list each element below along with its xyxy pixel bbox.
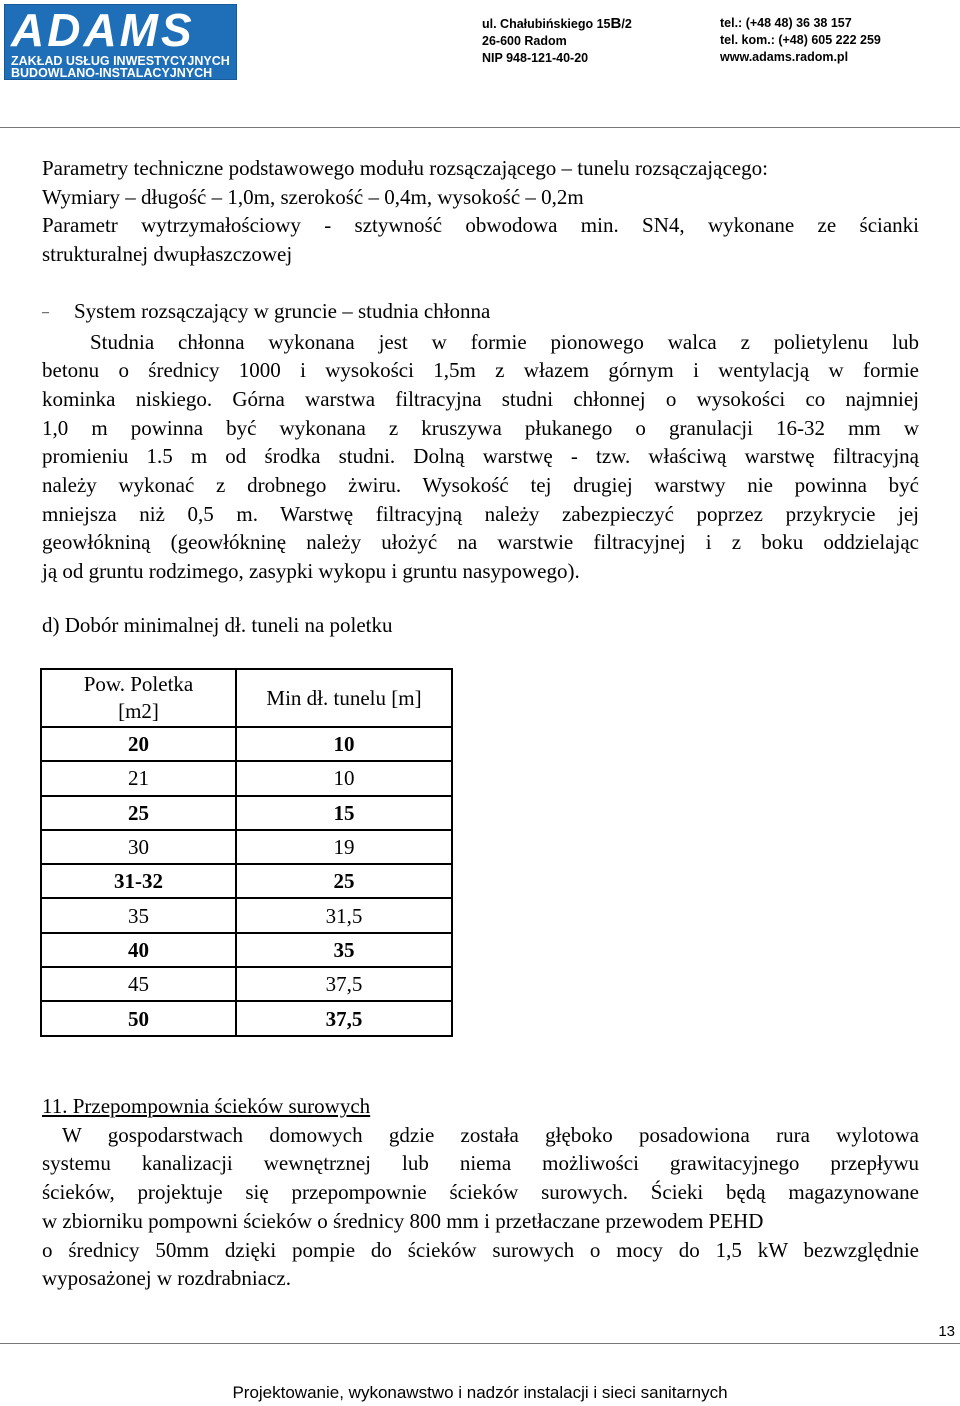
cell-length: 35 — [236, 933, 452, 967]
paragraph-line: 1,0 m powinna być wykonana z kruszywa płukanego o granulacji 16-32 mm w — [42, 415, 919, 440]
company-logo — [4, 4, 237, 80]
contact-phone: tel.: (+48 48) 36 38 157 — [720, 16, 852, 30]
paragraph-line: wyposażonej w rozdrabniacz. — [42, 1266, 291, 1291]
table-row — [41, 727, 452, 761]
cell-area: 35 — [41, 898, 236, 932]
logo-subtitle-line2: BUDOWLANO-INSTALACYJNYCH — [11, 66, 213, 80]
address-nip: NIP 948-121-40-20 — [482, 51, 589, 65]
cell-length: 25 — [236, 864, 452, 898]
logo-word: ADAMS — [11, 4, 195, 56]
paragraph-line: betonu o średnicy 1000 i wysokości 1,5m z włazem górnym i wentylacją w formie — [42, 358, 919, 383]
paragraph-line: strukturalnej dwupłaszczowej — [42, 242, 293, 267]
paragraph-line: promieniu 1.5 m od środka studni. Dolną warstwę - tzw. właściwą warstwę filtracyjną — [42, 444, 919, 469]
paragraph-line: mniejsza niż 0,5 m. Warstwę filtracyjną należy zabezpieczyć poprzez przykrycie jej — [42, 501, 919, 526]
cell-area: 45 — [41, 967, 236, 1001]
list-dash: – — [42, 304, 49, 320]
table-row — [41, 864, 452, 898]
table-row — [41, 1001, 452, 1035]
paragraph-line: w zbiorniku pompowni ścieków o średnicy 800 mm i przetłaczane przewodem PEHD — [42, 1208, 764, 1233]
cell-area: 30 — [41, 830, 236, 864]
paragraph-line: Parametr wytrzymałościowy - sztywność obwodowa min. SN4, wykonane ze ścianki — [42, 213, 919, 238]
paragraph-line: kominka niskiego. Górna warstwa filtracyjna studni chłonnej o wysokości co najmniej — [42, 386, 919, 411]
cell-length: 10 — [236, 761, 452, 795]
table-row — [41, 796, 452, 830]
table-row — [41, 967, 452, 1001]
paragraph-line: ją od gruntu rodzimego, zasypki wykopu i gruntu nasypowego). — [42, 559, 580, 584]
paragraph-line: Parametry techniczne podstawowego modułu rozsączającego – tunelu rozsączającego: — [42, 156, 768, 180]
pumping-station-section — [42, 1092, 919, 1293]
header-divider — [0, 127, 960, 128]
cell-length: 19 — [236, 830, 452, 864]
table-row — [41, 830, 452, 864]
paragraph-line: należy wykonać z drobnego żwiru. Wysokość tej drugiej warstwy nie powinna być — [42, 473, 919, 498]
cell-area: 25 — [41, 796, 236, 830]
column-header-length: Min dł. tunelu [m] — [236, 669, 452, 727]
paragraph-line: geowłókniną (geowłókninę należy ułożyć na warstwie filtracyjnej i z boku oddzielając — [42, 530, 919, 555]
cell-length: 37,5 — [236, 1001, 452, 1035]
cell-area: 31-32 — [41, 864, 236, 898]
header-address — [482, 15, 632, 67]
cell-length: 10 — [236, 727, 452, 761]
column-header-area: Pow. Poletka [m2] — [41, 669, 236, 727]
section-heading: 11. Przepompownia ścieków surowych — [42, 1094, 371, 1118]
paragraph-line: W gospodarstwach domowych gdzie została głęboko posadowiona rura wylotowa — [62, 1122, 919, 1147]
cell-length: 31,5 — [236, 898, 452, 932]
cell-length: 37,5 — [236, 967, 452, 1001]
paragraph-line: systemu kanalizacji wewnętrznej lub niema możliwości grawitacyjnego przepływu — [42, 1151, 919, 1176]
address-city: 26-600 Radom — [482, 34, 567, 48]
table-header-row — [41, 669, 452, 727]
section-heading: d) Dobór minimalnej dł. tuneli na poletku — [42, 613, 393, 637]
logo-subtitle-line1: ZAKŁAD USŁUG INWESTYCYJNYCH — [11, 54, 230, 68]
paragraph-line: Studnia chłonna wykonana jest w formie pionowego walca z polietylenu lub — [90, 329, 919, 354]
cell-length: 15 — [236, 796, 452, 830]
soakaway-section — [42, 297, 919, 586]
tunnel-length-table — [40, 668, 453, 1037]
page-number: 13 — [938, 1323, 955, 1340]
section-heading: – System rozsączający w gruncie – studnia chłonna — [42, 297, 919, 328]
tunnel-parameters — [42, 154, 919, 269]
table-row — [41, 761, 452, 795]
contact-website-link[interactable]: www.adams.radom.pl — [720, 50, 849, 64]
footer-divider — [0, 1343, 960, 1344]
section-d — [42, 611, 919, 640]
table-row — [41, 933, 452, 967]
paragraph-line: o średnicy 50mm dzięki pompie do ścieków surowych o mocy do 1,5 kW bezwzględnie — [42, 1237, 919, 1262]
table-row — [41, 898, 452, 932]
cell-area: 40 — [41, 933, 236, 967]
cell-area: 20 — [41, 727, 236, 761]
footer-text: Projektowanie, wykonawstwo i nadzór instalacji i sieci sanitarnych — [232, 1383, 728, 1402]
address-street: ul. Chałubińskiego 15B/2 — [482, 15, 632, 32]
paragraph-line: Wymiary – długość – 1,0m, szerokość – 0,4m, wysokość – 0,2m — [42, 184, 584, 209]
cell-area: 21 — [41, 761, 236, 795]
paragraph-line: ścieków, projektuje się przepompownie ścieków surowych. Ścieki będą magazynowane — [42, 1180, 919, 1205]
cell-area: 50 — [41, 1001, 236, 1035]
header-contact — [720, 15, 881, 66]
contact-mobile: tel. kom.: (+48) 605 222 259 — [720, 33, 881, 47]
